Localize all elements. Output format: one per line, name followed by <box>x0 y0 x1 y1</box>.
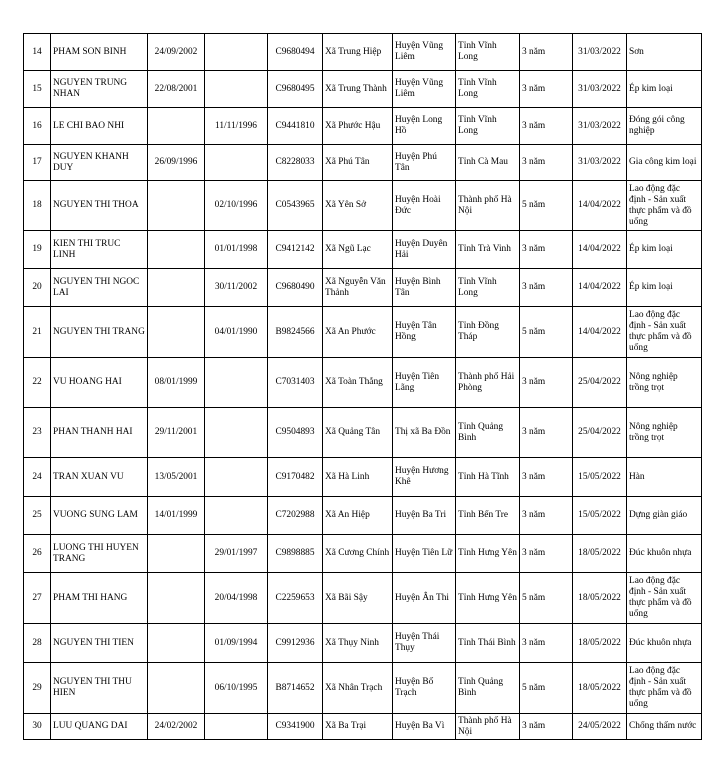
district-cell: Thị xã Ba Đồn <box>393 408 456 458</box>
worker-name-cell: NGUYEN THI TRANG <box>51 307 148 358</box>
province-cell: Tỉnh Hưng Yên <box>456 573 520 624</box>
province-cell: Tỉnh Cà Mau <box>456 145 520 181</box>
female-birth-date-cell: 11/11/1996 <box>205 108 268 145</box>
worker-name-cell: VU HOANG HAI <box>51 358 148 408</box>
contract-term-cell: 3 năm <box>520 71 573 108</box>
district-cell: Huyện Thái Thụy <box>393 624 456 663</box>
male-birth-date-cell <box>148 269 205 307</box>
province-cell: Tỉnh Đồng Tháp <box>456 307 520 358</box>
occupation-cell: Nông nghiệp trồng trọt <box>627 358 702 408</box>
male-birth-date-cell <box>148 307 205 358</box>
female-birth-date-cell: 06/10/1995 <box>205 663 268 714</box>
departure-date-cell: 25/04/2022 <box>573 408 627 458</box>
occupation-cell: Dựng giàn giáo <box>627 497 702 535</box>
passport-number-cell: C9504893 <box>268 408 323 458</box>
female-birth-date-cell <box>205 145 268 181</box>
departure-date-cell: 14/04/2022 <box>573 181 627 231</box>
female-birth-date-cell <box>205 34 268 71</box>
commune-cell: Xã Trung Thành <box>323 71 393 108</box>
female-birth-date-cell: 29/01/1997 <box>205 535 268 573</box>
row-number-cell: 20 <box>24 269 51 307</box>
row-number-cell: 26 <box>24 535 51 573</box>
occupation-cell: Lao động đặc định - Sản xuất thực phẩm và đồ uống <box>627 307 702 358</box>
female-birth-date-cell <box>205 458 268 497</box>
table-row <box>24 535 702 573</box>
row-number-cell: 30 <box>24 714 51 740</box>
occupation-cell: Ép kim loại <box>627 71 702 108</box>
province-cell: Tỉnh Vĩnh Long <box>456 269 520 307</box>
occupation-cell: Đúc khuôn nhựa <box>627 535 702 573</box>
passport-number-cell: C7031403 <box>268 358 323 408</box>
occupation-cell: Lao động đặc định - Sản xuất thực phẩm và đồ uống <box>627 663 702 714</box>
occupation-cell: Đóng gói công nghiệp <box>627 108 702 145</box>
female-birth-date-cell: 20/04/1998 <box>205 573 268 624</box>
departure-date-cell: 18/05/2022 <box>573 663 627 714</box>
table-row <box>24 458 702 497</box>
district-cell: Huyện Vũng Liêm <box>393 71 456 108</box>
district-cell: Huyện Long Hồ <box>393 108 456 145</box>
table-row <box>24 497 702 535</box>
departure-date-cell: 31/03/2022 <box>573 71 627 108</box>
passport-number-cell: C9898885 <box>268 535 323 573</box>
occupation-cell: Chống thấm nước <box>627 714 702 740</box>
table-row <box>24 714 702 740</box>
worker-name-cell: PHAM SON BINH <box>51 34 148 71</box>
table-row <box>24 307 702 358</box>
district-cell: Huyện Tiên Lãng <box>393 358 456 408</box>
male-birth-date-cell <box>148 108 205 145</box>
passport-number-cell: C9912936 <box>268 624 323 663</box>
female-birth-date-cell <box>205 497 268 535</box>
commune-cell: Xã Phú Tân <box>323 145 393 181</box>
male-birth-date-cell <box>148 181 205 231</box>
passport-number-cell: C9680490 <box>268 269 323 307</box>
contract-term-cell: 5 năm <box>520 663 573 714</box>
departure-date-cell: 31/03/2022 <box>573 34 627 71</box>
row-number-cell: 16 <box>24 108 51 145</box>
worker-table <box>23 33 702 740</box>
province-cell: Tỉnh Vĩnh Long <box>456 34 520 71</box>
occupation-cell: Sơn <box>627 34 702 71</box>
province-cell: Thành phố Hải Phòng <box>456 358 520 408</box>
departure-date-cell: 31/03/2022 <box>573 108 627 145</box>
row-number-cell: 22 <box>24 358 51 408</box>
occupation-cell: Hàn <box>627 458 702 497</box>
passport-number-cell: C9341900 <box>268 714 323 740</box>
departure-date-cell: 14/04/2022 <box>573 231 627 269</box>
occupation-cell: Lao động đặc định - Sản xuất thực phẩm và đồ uống <box>627 181 702 231</box>
worker-name-cell: NGUYEN TRUNG NHAN <box>51 71 148 108</box>
contract-term-cell: 3 năm <box>520 269 573 307</box>
district-cell: Huyện Hương Khê <box>393 458 456 497</box>
district-cell: Huyện Duyên Hải <box>393 231 456 269</box>
district-cell: Huyện Ba Tri <box>393 497 456 535</box>
female-birth-date-cell: 30/11/2002 <box>205 269 268 307</box>
male-birth-date-cell: 24/09/2002 <box>148 34 205 71</box>
commune-cell: Xã Trung Hiệp <box>323 34 393 71</box>
province-cell: Thành phố Hà Nội <box>456 714 520 740</box>
table-row <box>24 358 702 408</box>
table-row <box>24 573 702 624</box>
province-cell: Tỉnh Thái Bình <box>456 624 520 663</box>
row-number-cell: 18 <box>24 181 51 231</box>
passport-number-cell: B9824566 <box>268 307 323 358</box>
commune-cell: Xã Hà Linh <box>323 458 393 497</box>
worker-name-cell: PHAM THI HANG <box>51 573 148 624</box>
male-birth-date-cell: 08/01/1999 <box>148 358 205 408</box>
contract-term-cell: 3 năm <box>520 108 573 145</box>
male-birth-date-cell <box>148 663 205 714</box>
contract-term-cell: 5 năm <box>520 307 573 358</box>
contract-term-cell: 5 năm <box>520 181 573 231</box>
province-cell: Tỉnh Quảng Bình <box>456 408 520 458</box>
district-cell: Huyện Bình Tân <box>393 269 456 307</box>
commune-cell: Xã Quảng Tân <box>323 408 393 458</box>
row-number-cell: 24 <box>24 458 51 497</box>
departure-date-cell: 25/04/2022 <box>573 358 627 408</box>
commune-cell: Xã An Phước <box>323 307 393 358</box>
row-number-cell: 29 <box>24 663 51 714</box>
district-cell: Huyện Tân Hồng <box>393 307 456 358</box>
worker-name-cell: KIEN THI TRUC LINH <box>51 231 148 269</box>
occupation-cell: Gia công kim loại <box>627 145 702 181</box>
commune-cell: Xã Thụy Ninh <box>323 624 393 663</box>
female-birth-date-cell: 04/01/1990 <box>205 307 268 358</box>
province-cell: Tỉnh Vĩnh Long <box>456 108 520 145</box>
contract-term-cell: 5 năm <box>520 573 573 624</box>
district-cell: Huyện Ba Vì <box>393 714 456 740</box>
commune-cell: Xã Bãi Sậy <box>323 573 393 624</box>
contract-term-cell: 3 năm <box>520 358 573 408</box>
commune-cell: Xã Nhân Trạch <box>323 663 393 714</box>
contract-term-cell: 3 năm <box>520 408 573 458</box>
contract-term-cell: 3 năm <box>520 145 573 181</box>
province-cell: Tỉnh Hưng Yên <box>456 535 520 573</box>
passport-number-cell: C9170482 <box>268 458 323 497</box>
province-cell: Thành phố Hà Nội <box>456 181 520 231</box>
worker-name-cell: NGUYEN THI TIEN <box>51 624 148 663</box>
row-number-cell: 23 <box>24 408 51 458</box>
worker-name-cell: NGUYEN THI THU HIEN <box>51 663 148 714</box>
table-row <box>24 408 702 458</box>
contract-term-cell: 3 năm <box>520 231 573 269</box>
district-cell: Huyện Hoài Đức <box>393 181 456 231</box>
district-cell: Huyện Ân Thi <box>393 573 456 624</box>
female-birth-date-cell <box>205 408 268 458</box>
departure-date-cell: 18/05/2022 <box>573 535 627 573</box>
row-number-cell: 14 <box>24 34 51 71</box>
occupation-cell: Ép kim loại <box>627 269 702 307</box>
male-birth-date-cell: 13/05/2001 <box>148 458 205 497</box>
departure-date-cell: 14/04/2022 <box>573 307 627 358</box>
occupation-cell: Đúc khuôn nhựa <box>627 624 702 663</box>
worker-name-cell: TRAN XUAN VU <box>51 458 148 497</box>
passport-number-cell: C9680494 <box>268 34 323 71</box>
district-cell: Huyện Phú Tân <box>393 145 456 181</box>
occupation-cell: Lao động đặc định - Sản xuất thực phẩm và đồ uống <box>627 573 702 624</box>
departure-date-cell: 31/03/2022 <box>573 145 627 181</box>
province-cell: Tỉnh Quảng Bình <box>456 663 520 714</box>
contract-term-cell: 3 năm <box>520 497 573 535</box>
departure-date-cell: 24/05/2022 <box>573 714 627 740</box>
contract-term-cell: 3 năm <box>520 535 573 573</box>
passport-number-cell: C7202988 <box>268 497 323 535</box>
row-number-cell: 27 <box>24 573 51 624</box>
commune-cell: Xã Yên Sở <box>323 181 393 231</box>
row-number-cell: 19 <box>24 231 51 269</box>
table-row <box>24 145 702 181</box>
passport-number-cell: C9441810 <box>268 108 323 145</box>
male-birth-date-cell: 22/08/2001 <box>148 71 205 108</box>
male-birth-date-cell <box>148 573 205 624</box>
occupation-cell: Ép kim loại <box>627 231 702 269</box>
table-row <box>24 71 702 108</box>
commune-cell: Xã Phước Hậu <box>323 108 393 145</box>
departure-date-cell: 18/05/2022 <box>573 573 627 624</box>
female-birth-date-cell <box>205 358 268 408</box>
district-cell: Huyện Vũng Liêm <box>393 34 456 71</box>
province-cell: Tỉnh Bến Tre <box>456 497 520 535</box>
commune-cell: Xã Toàn Thắng <box>323 358 393 408</box>
commune-cell: Xã An Hiệp <box>323 497 393 535</box>
passport-number-cell: C0543965 <box>268 181 323 231</box>
passport-number-cell: B8714652 <box>268 663 323 714</box>
district-cell: Huyện Bố Trạch <box>393 663 456 714</box>
worker-name-cell: NGUYEN KHANH DUY <box>51 145 148 181</box>
worker-name-cell: PHAN THANH HAI <box>51 408 148 458</box>
commune-cell: Xã Ba Trại <box>323 714 393 740</box>
male-birth-date-cell <box>148 624 205 663</box>
male-birth-date-cell <box>148 535 205 573</box>
province-cell: Tỉnh Hà Tĩnh <box>456 458 520 497</box>
worker-list-page <box>23 33 702 740</box>
male-birth-date-cell: 24/02/2002 <box>148 714 205 740</box>
passport-number-cell: C9680495 <box>268 71 323 108</box>
table-row <box>24 231 702 269</box>
commune-cell: Xã Nguyễn Văn Thảnh <box>323 269 393 307</box>
male-birth-date-cell: 26/09/1996 <box>148 145 205 181</box>
departure-date-cell: 15/05/2022 <box>573 458 627 497</box>
table-row <box>24 663 702 714</box>
row-number-cell: 21 <box>24 307 51 358</box>
row-number-cell: 17 <box>24 145 51 181</box>
commune-cell: Xã Cương Chính <box>323 535 393 573</box>
female-birth-date-cell <box>205 71 268 108</box>
female-birth-date-cell: 01/09/1994 <box>205 624 268 663</box>
female-birth-date-cell: 02/10/1996 <box>205 181 268 231</box>
table-row <box>24 269 702 307</box>
worker-name-cell: VUONG SUNG LAM <box>51 497 148 535</box>
passport-number-cell: C8228033 <box>268 145 323 181</box>
table-body <box>24 34 702 740</box>
contract-term-cell: 3 năm <box>520 458 573 497</box>
table-row <box>24 624 702 663</box>
contract-term-cell: 3 năm <box>520 34 573 71</box>
row-number-cell: 28 <box>24 624 51 663</box>
worker-name-cell: NGUYEN THI NGOC LAI <box>51 269 148 307</box>
female-birth-date-cell <box>205 714 268 740</box>
row-number-cell: 25 <box>24 497 51 535</box>
table-row <box>24 108 702 145</box>
departure-date-cell: 14/04/2022 <box>573 269 627 307</box>
male-birth-date-cell <box>148 231 205 269</box>
contract-term-cell: 3 năm <box>520 714 573 740</box>
worker-name-cell: LE CHI BAO NHI <box>51 108 148 145</box>
female-birth-date-cell: 01/01/1998 <box>205 231 268 269</box>
passport-number-cell: C9412142 <box>268 231 323 269</box>
table-row <box>24 34 702 71</box>
province-cell: Tỉnh Trà Vinh <box>456 231 520 269</box>
occupation-cell: Nông nghiệp trồng trọt <box>627 408 702 458</box>
worker-name-cell: LUONG THI HUYEN TRANG <box>51 535 148 573</box>
worker-name-cell: NGUYEN THI THOA <box>51 181 148 231</box>
male-birth-date-cell: 14/01/1999 <box>148 497 205 535</box>
departure-date-cell: 15/05/2022 <box>573 497 627 535</box>
departure-date-cell: 18/05/2022 <box>573 624 627 663</box>
row-number-cell: 15 <box>24 71 51 108</box>
commune-cell: Xã Ngũ Lạc <box>323 231 393 269</box>
province-cell: Tỉnh Vĩnh Long <box>456 71 520 108</box>
district-cell: Huyện Tiên Lữ <box>393 535 456 573</box>
male-birth-date-cell: 29/11/2001 <box>148 408 205 458</box>
worker-name-cell: LUU QUANG DAI <box>51 714 148 740</box>
contract-term-cell: 3 năm <box>520 624 573 663</box>
table-row <box>24 181 702 231</box>
passport-number-cell: C2259653 <box>268 573 323 624</box>
